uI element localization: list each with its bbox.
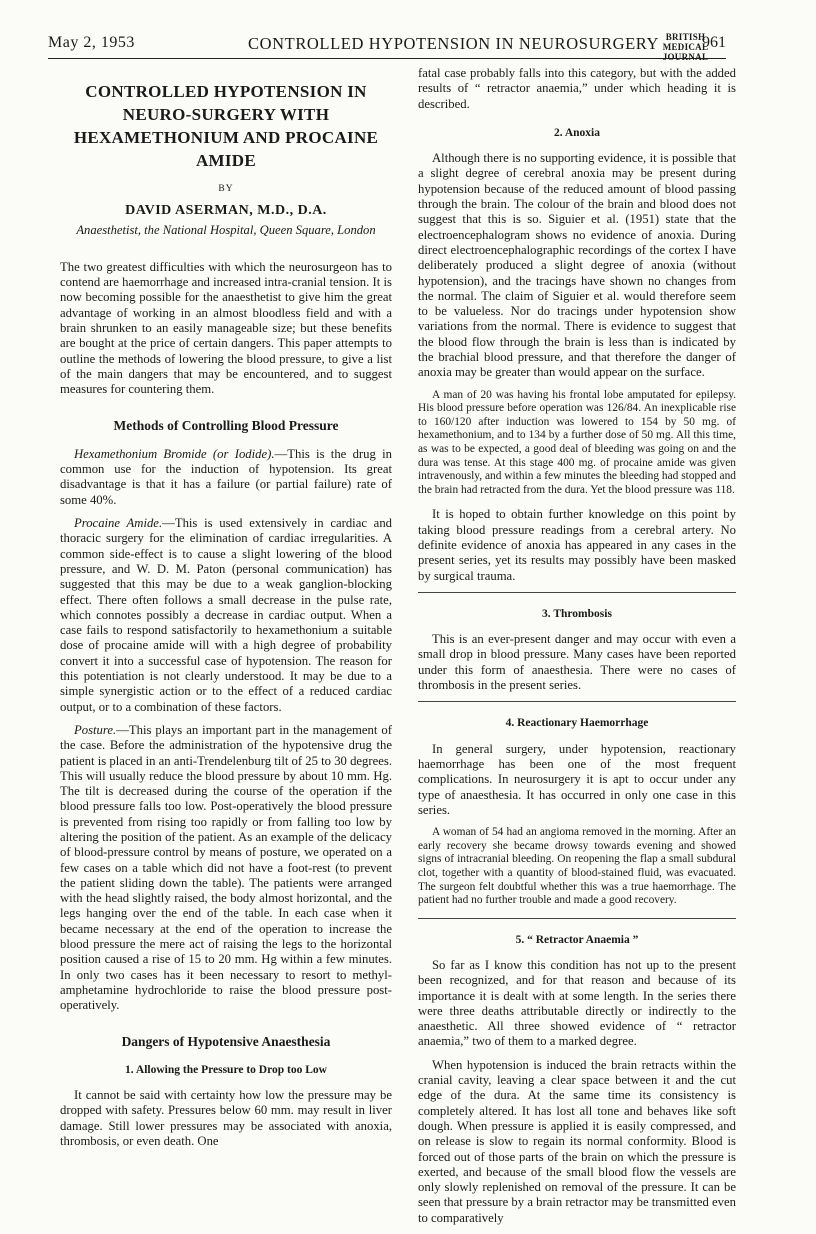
paragraph-thrombosis: This is an ever-present danger and may occur with even a small drop in blood pressure. Many cases have been reported under this form of anaesthesia. There were no cases of thrombosis in the present series. [418,632,736,693]
subheading-reactionary-haemorrhage: 4. Reactionary Haemorrhage [505,717,649,730]
issue-date: May 2, 1953 [48,34,135,51]
paragraph-posture [60,723,392,1014]
intro-paragraph: The two greatest difficulties with which the neurosurgeon has to contend are haemorrhage and increased intra-cranial tension. It is now becoming possible for the anaesthetist to give him the great advantage of working in an almost bloodless field and with a brain shrunken to an easily manageable size; but these benefits are bought at the price of certain dangers. This paper attempts to outline the methods of lowering the blood pressure, to give a list of the main dangers that may be encountered, and to suggest measures for countering them. [60,259,392,397]
paragraph-pressure-drop: It cannot be said with certainty how low the pressure may be dropped with safety. Pressures below 60 mm. may result in liver damage. Still lower pressures may be associated with anoxia, thrombosis, or even death. One [60,1088,392,1149]
running-title: CONTROLLED HYPOTENSION IN NEUROSURGERY [248,34,660,53]
author-affiliation: Anaesthetist, the National Hospital, Queen Square, London [76,222,376,237]
author-name: DAVID ASERMAN, M.D., D.A. [125,203,327,219]
running-header [48,32,726,62]
divider [418,592,736,593]
journal-name-line2: MEDICAL JOURNAL [662,42,709,62]
right-column [418,66,736,1234]
case-report-haemorrhage: A woman of 54 had an angioma removed in the morning. After an early recovery she became drowsy towards evening and showed signs of intracranial bleeding. On reopening the flap a small subdural clot, together with a quantity of blood-stained fluid, was evacuated. The surgeon felt doubtful whether this was a true haemorrhage. The patient had no further trouble and made a good recovery. [418,826,736,907]
text-hexamethonium: —This is the drug in common use for the induction of hypotension. Its great disadvantage is that it has a failure (or partial failure) rate of some 40%. [60,446,392,507]
journal-name-line1: BRITISH [665,32,706,42]
lead-posture: Posture. [74,722,117,737]
paragraph-retractor-anaemia-2: When hypotension is induced the brain retracts within the cranial cavity, leaving a clear space between it and the cut edge of the dura. At the same time its consistency is completely altered. It has lost all tone and behaves like soft dough. When pressure is applied it is easily compressed, and on release is slow to regain its normal conformity. Blood is forced out of those parts of the brain on which the pressure is exerted, and because of the small blood flow the vessels are only slowly replenished on removal of the pressure. It can be seen that pressure by a brain retractor may be transmitted even to comparatively [418,1057,736,1225]
paragraph-procaine [60,516,392,715]
paragraph-retractor-anaemia-1: So far as I know this condition has not up to the present been recognized, and for that reason and because of its importance it is dealt with at some length. In the series there were three deaths attributable directly or indirectly to the anaesthetic. All three showed evidence of “ retractor anaemia,” two of them to a marked degree. [418,958,736,1049]
text-posture: —This plays an important part in the management of the case. Before the administration of the hypotensive drug the patient is placed in an anti-Trendelenburg tilt of 25 to 30 degrees. This will usually reduce the blood pressure by about 10 mm. Hg. The tilt is decreased during the course of the operation if the blood pressure falls too low. Post-operatively the blood pressure is prevented from rising too rapidly or from falling too low by altering the position of the patient. As an example of the delicacy of blood-pressure control by means of posture, we operated on a few cases on a table which did not have a foot-rest (to prevent the patient sliding down the table). The patients were arranged with the head slightly raised, the body almost horizontal, and the legs hanging over the end of the table. In each case when it became necessary at the end of the operation to increase the blood pressure the mere act of raising the legs to the horizontal position caused a rise of 15 to 20 mm. Hg within a few minutes. In only two cases has it been necessary to resort to methyl-amphetamine hydrochloride to raise the blood pressure post-operatively. [60,722,392,1013]
page-number: 961 [702,34,726,51]
subheading-thrombosis: 3. Thrombosis [542,607,612,620]
paragraph-anoxia-followup: It is hoped to obtain further knowledge on this point by taking blood pressure readings from a cerebral artery. No definite evidence of anoxia has appeared in any cases in the present series, yet its results may possibly have been masked by surgical trauma. [418,507,736,583]
article-title: CONTROLLED HYPOTENSION IN NEURO-SURGERY WITH HEXAMETHONIUM AND PROCAINE AMIDE [73,82,379,170]
byline-by: BY [218,184,234,194]
lead-hexamethonium: Hexamethonium Bromide (or Iodide). [74,446,275,461]
lead-procaine: Procaine Amide. [74,516,163,531]
subheading-pressure-drop: 1. Allowing the Pressure to Drop too Low [125,1063,327,1076]
section-heading-dangers: Dangers of Hypotensive Anaesthesia [121,1033,331,1049]
section-heading-methods: Methods of Controlling Blood Pressure [113,417,339,433]
left-column [60,66,392,1157]
subheading-anoxia: 2. Anoxia [553,126,600,139]
subheading-retractor-anaemia: 5. “ Retractor Anaemia ” [515,933,639,946]
paragraph-pressure-drop-continued: fatal case probably falls into this category, but with the added results of “ retractor anaemia,” under which heading it is described. [418,66,736,111]
divider [418,701,736,702]
divider [418,918,736,919]
paragraph-anoxia: Although there is no supporting evidence, it is possible that a slight degree of cerebral anoxia may be present during hypotension because of the reduced amount of blood passing through the brain. The colour of the brain and blood does not suggest that this is so. Siguier et al. (1951) state that the electroencephalogram shows no evidence of anoxia. During direct electroencephalographic recordings of the cortex I have deliberately produced a slight degree of anoxia (without hypotension), and the tracings have shown no changes from the normal. The claim of Siguier et al. would therefore seem to be valueless. Nor do tracings under hypotension show variations from the normal. There is evidence to suggest that the blood flow through the brain is less than is indicated by the brachial blood pressure, and that therefore the danger of anoxia may be greater than would appear on the surface. [418,151,736,380]
paragraph-hexamethonium [60,447,392,508]
text-procaine: —This is used extensively in cardiac and thoracic surgery for the elimination of cardiac irregularities. A common side-effect is to cause a slight lowering of the blood pressure, and W. D. M. Paton (personal communication) has suggested that this may be due to a weak ganglion-blocking effect. There often follows a small decrease in the pulse rate, which connotes possibly a decrease in cardiac output. When a case fails to respond satisfactorily to hexamethonium a suitable dose of procaine amide will with a high degree of probability convert it into a successful case of hypotension. The reason for this potentiation is not clearly understood. It may be due to a simple synergistic action or to the effect of a reduced cardiac output, or to a combination of these factors. [60,516,393,714]
paragraph-reactionary-haemorrhage: In general surgery, under hypotension, reactionary haemorrhage has been one of the most frequent complications. In neurosurgery it is apt to occur under any type of anaesthesia. It has occurred in only one case in this series. [418,741,736,817]
case-report-anoxia: A man of 20 was having his frontal lobe amputated for epilepsy. His blood pressure before operation was 126/84. An inexplicable rise to 160/120 after induction was lowered to 154 by 50 mg. of hexamethonium, and to 134 by a further dose of 50 mg. All this time, as was to be expected, a good deal of bleeding was going on and the dura was tense. At this stage 400 mg. of procaine amide was given intravenously, and within a few minutes the bleeding had stopped and the brain had retracted from the dura. Yet the blood pressure was 118. [418,388,736,496]
